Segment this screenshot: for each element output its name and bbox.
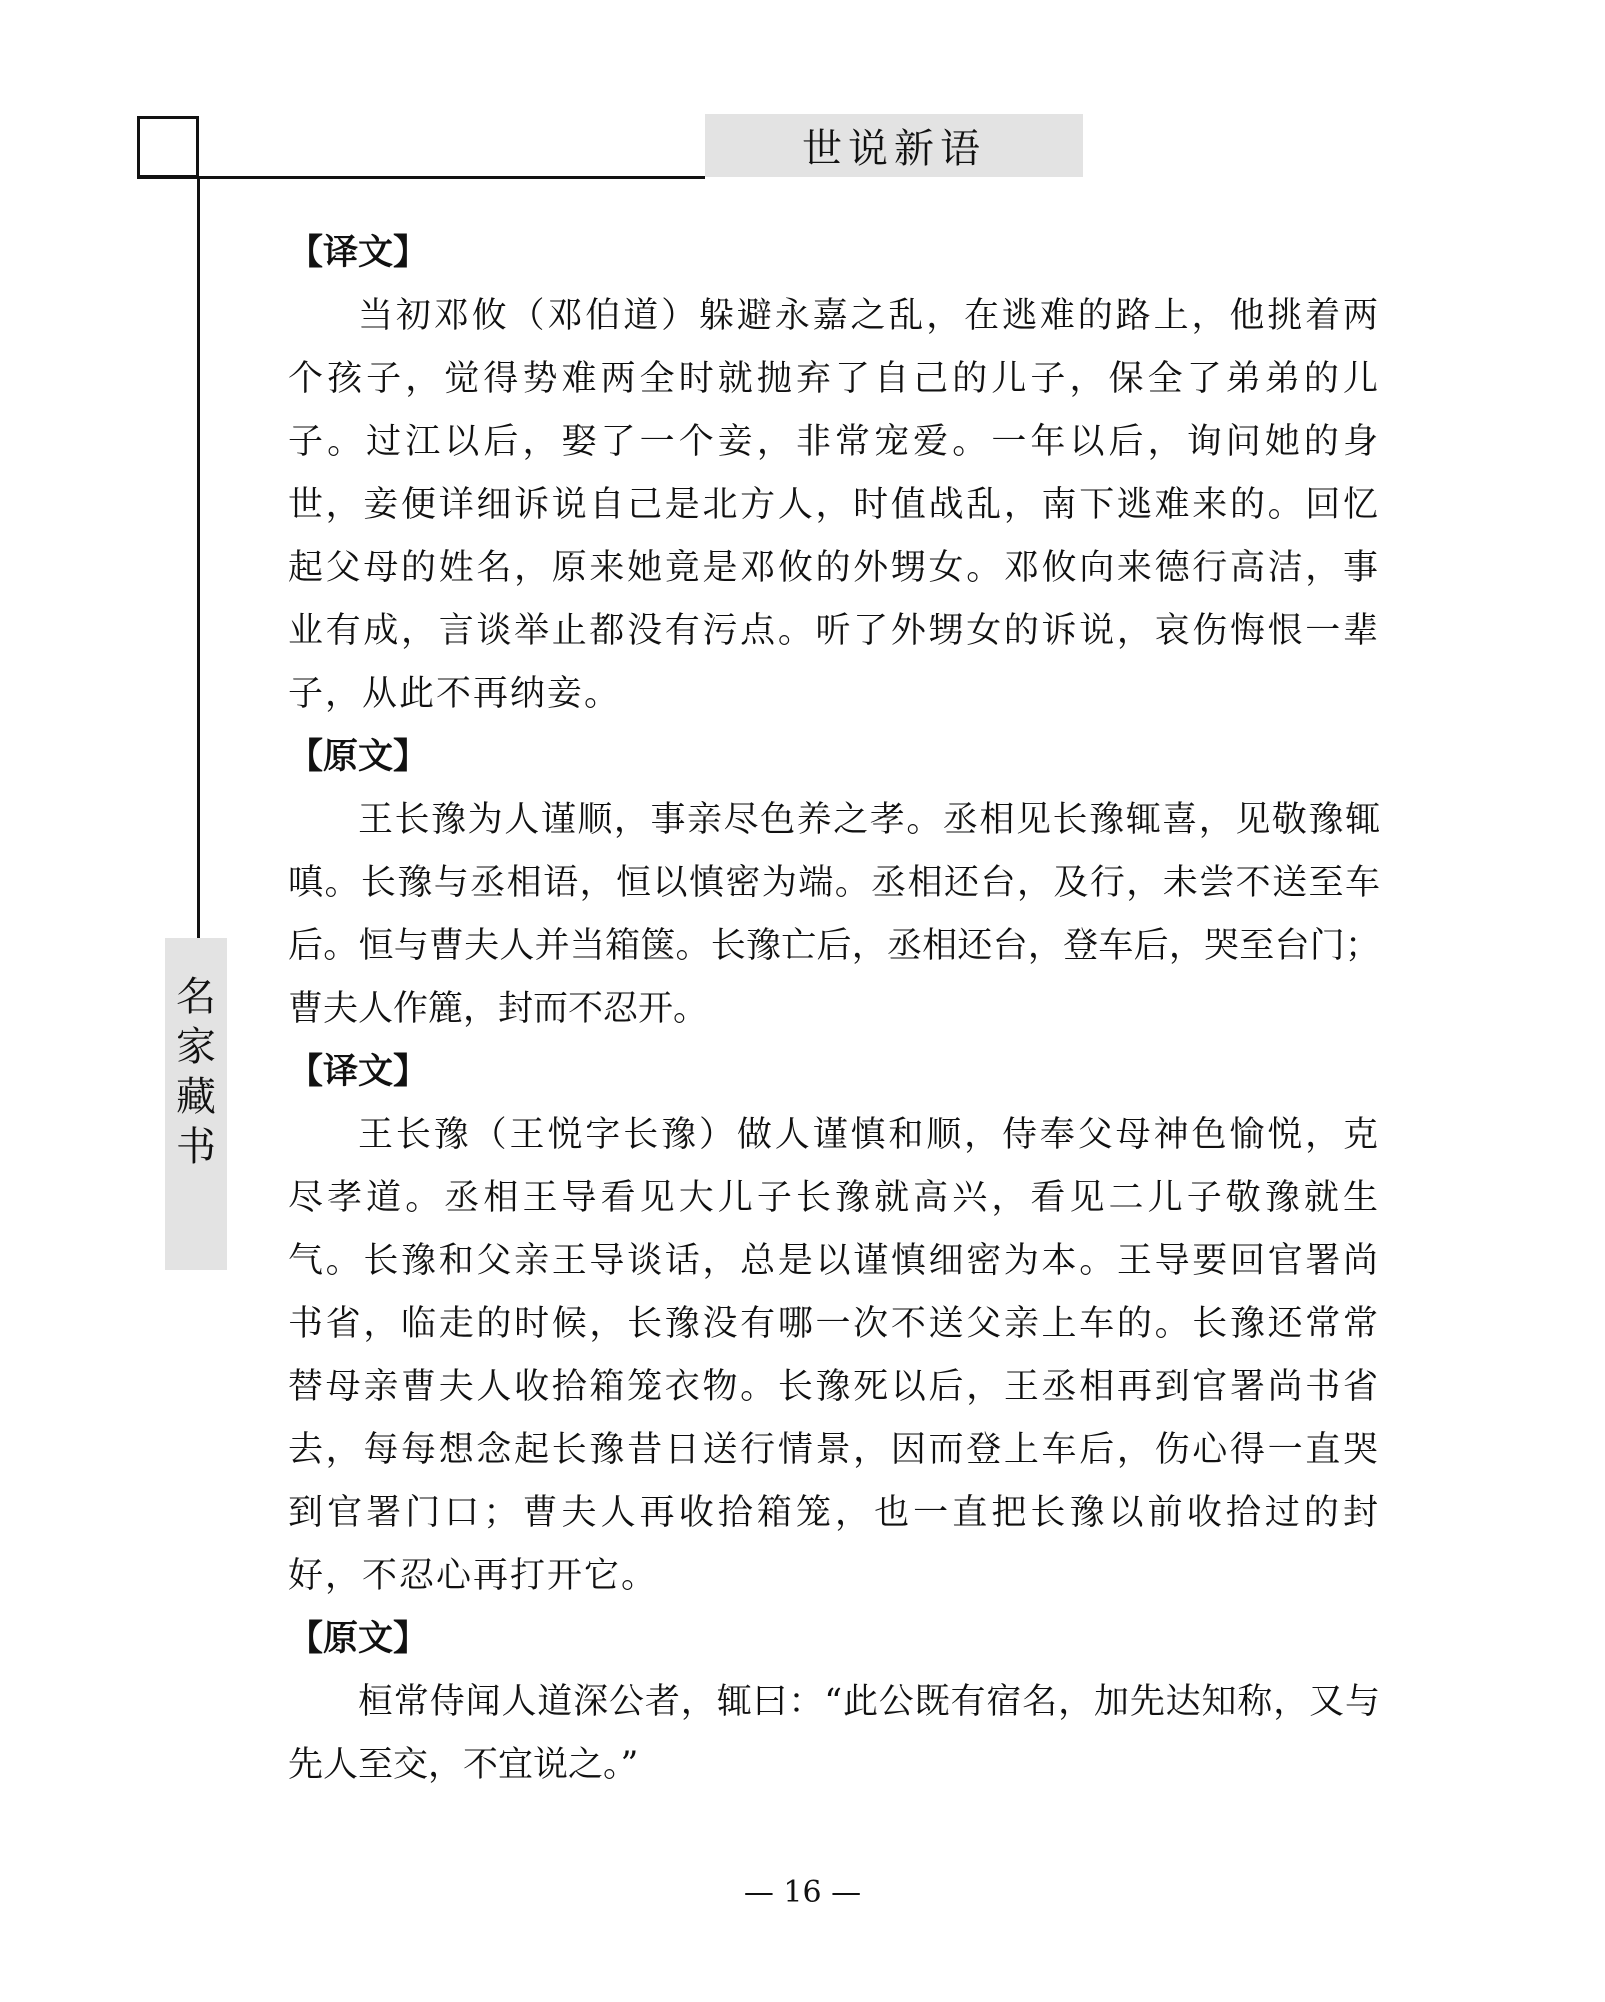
- vertical-rule: [197, 176, 200, 938]
- side-tab-char: 家: [176, 1024, 216, 1070]
- page-content: [288, 222, 1380, 1797]
- side-tab-char: 藏: [176, 1074, 216, 1120]
- side-tab-char: 书: [176, 1124, 216, 1170]
- original-paragraph: 王长豫为人谨顺，事亲尽色养之孝。丞相见长豫辄喜，见敬豫辄嗔。长豫与丞相语，恒以慎密为端。丞相还台，及行，未尝不送至车后。恒与曹夫人并当箱箧。长豫亡后，丞相还台，登车后，哭至台门；曹夫人作簏，封而不忍开。: [288, 800, 1380, 1029]
- page-number: — 16 —: [743, 1875, 862, 1910]
- section-heading-original: 【原文】: [288, 1619, 429, 1659]
- section-heading-translation: 【译文】: [288, 1052, 429, 1092]
- section-heading-original: 【原文】: [288, 737, 429, 777]
- book-title: 世说新语: [705, 114, 1083, 177]
- section-heading-translation: 【译文】: [288, 233, 429, 273]
- side-tab: [165, 938, 227, 1270]
- top-rule: [137, 176, 705, 179]
- translation-paragraph: 王长豫（王悦字长豫）做人谨慎和顺，侍奉父母神色愉悦，克尽孝道。丞相王导看见大儿子长豫就高兴，看见二儿子敬豫就生气。长豫和父亲王导谈话，总是以谨慎细密为本。王导要回官署尚书省，临走的时候，长豫没有哪一次不送父亲上车的。长豫还常常替母亲曹夫人收拾箱笼衣物。长豫死以后，王丞相再到官署尚书省去，每每想念起长豫昔日送行情景，因而登上车后，伤心得一直哭到官署门口；曹夫人再收拾箱笼，也一直把长豫以前收拾过的封好，不忍心再打开它。: [288, 1115, 1380, 1596]
- corner-frame: [137, 116, 199, 178]
- side-tab-char: 名: [176, 974, 216, 1020]
- original-paragraph: 桓常侍闻人道深公者，辄曰：“此公既有宿名，加先达知称，又与先人至交，不宜说之。”: [288, 1682, 1380, 1785]
- translation-paragraph: 当初邓攸（邓伯道）躲避永嘉之乱，在逃难的路上，他挑着两个孩子，觉得势难两全时就抛弃了自己的儿子，保全了弟弟的儿子。过江以后，娶了一个妾，非常宠爱。一年以后，询问她的身世，妾便详细诉说自己是北方人，时值战乱，南下逃难来的。回忆起父母的姓名，原来她竟是邓攸的外甥女。邓攸向来德行高洁，事业有成，言谈举止都没有污点。听了外甥女的诉说，哀伤悔恨一辈子，从此不再纳妾。: [288, 296, 1380, 714]
